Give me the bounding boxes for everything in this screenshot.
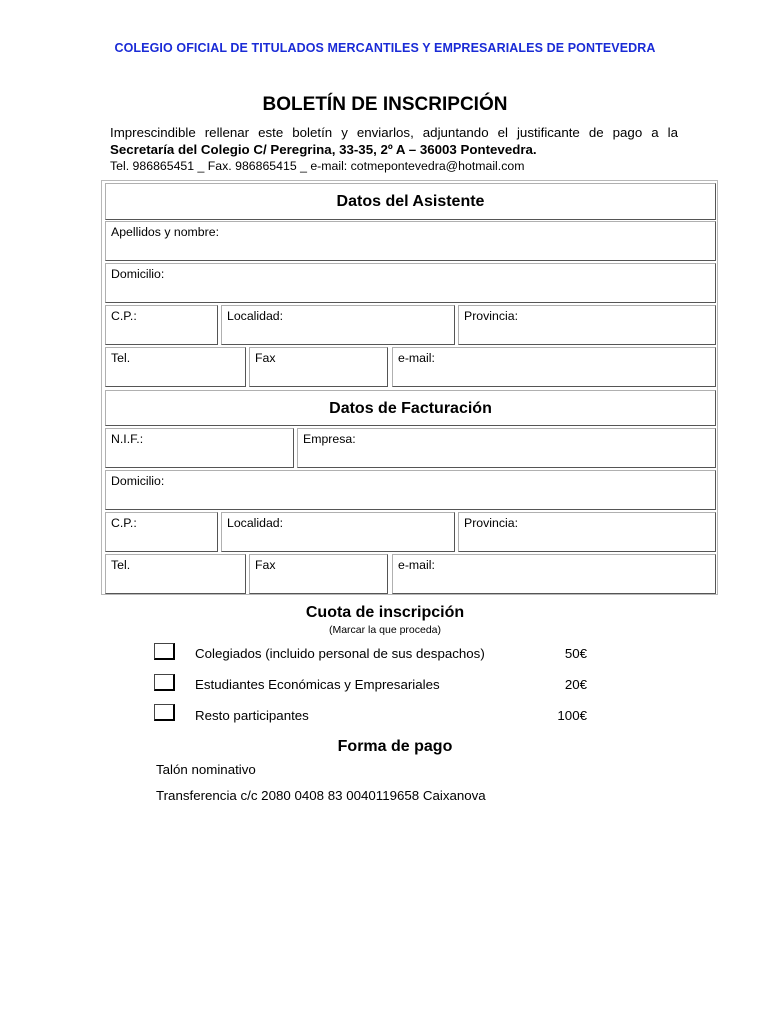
field-billing-email[interactable]: [392, 554, 716, 594]
field-apellidos-nombre[interactable]: [105, 221, 716, 261]
option-price-resto: 100€: [557, 708, 587, 723]
field-billing-domicilio[interactable]: [105, 470, 716, 510]
intro-line-1: Imprescindible rellenar este boletín y enviarlos, adjuntando el justificante de pago a la: [110, 125, 678, 140]
checkbox-resto[interactable]: [154, 704, 175, 721]
field-label: C.P.:: [111, 516, 137, 530]
field-tel[interactable]: [105, 347, 246, 387]
field-label: Apellidos y nombre:: [111, 225, 219, 239]
option-label-resto: Resto participantes: [195, 708, 309, 723]
field-provincia[interactable]: [458, 305, 716, 345]
field-billing-provincia[interactable]: [458, 512, 716, 552]
field-label: Fax: [255, 351, 276, 365]
field-fax[interactable]: [249, 347, 388, 387]
pago-talon: Talón nominativo: [156, 762, 256, 777]
intro-contact: Tel. 986865451 _ Fax. 986865415 _ e-mail: cotmepontevedra@hotmail.com: [110, 159, 525, 173]
field-localidad[interactable]: [221, 305, 455, 345]
field-label: Domicilio:: [111, 474, 165, 488]
field-billing-tel[interactable]: [105, 554, 246, 594]
field-empresa[interactable]: [297, 428, 716, 468]
field-label: Tel.: [111, 558, 131, 572]
section-heading-asistente: Datos del Asistente: [105, 183, 716, 220]
field-label: Provincia:: [464, 309, 518, 323]
field-label: Empresa:: [303, 432, 356, 446]
intro-address: Secretaría del Colegio C/ Peregrina, 33-35, 2º A – 36003 Pontevedra.: [110, 142, 537, 157]
field-label: C.P.:: [111, 309, 137, 323]
field-label: Localidad:: [227, 309, 284, 323]
field-billing-fax[interactable]: [249, 554, 388, 594]
field-billing-localidad[interactable]: [221, 512, 455, 552]
option-price-estudiantes: 20€: [564, 677, 587, 692]
option-label-estudiantes: Estudiantes Económicas y Empresariales: [195, 677, 440, 692]
form-title: BOLETÍN DE INSCRIPCIÓN: [262, 94, 508, 115]
section-heading-facturacion: Datos de Facturación: [105, 390, 716, 426]
field-label: e-mail:: [398, 558, 435, 572]
field-label: Fax: [255, 558, 276, 572]
field-cp[interactable]: [105, 305, 218, 345]
checkbox-colegiados[interactable]: [154, 643, 175, 660]
field-label: Localidad:: [227, 516, 284, 530]
field-billing-cp[interactable]: [105, 512, 218, 552]
option-price-colegiados: 50€: [564, 646, 587, 661]
checkbox-estudiantes[interactable]: [154, 674, 175, 691]
pago-transferencia: Transferencia c/c 2080 0408 83 0040119658 Caixanova: [156, 788, 486, 803]
cuota-subheading: (Marcar la que proceda): [328, 624, 442, 636]
intro-text: [110, 124, 678, 175]
field-nif[interactable]: [105, 428, 294, 468]
field-label: Domicilio:: [111, 267, 165, 281]
option-label-colegiados: Colegiados (incluido personal de sus despachos): [195, 646, 485, 661]
field-domicilio[interactable]: [105, 263, 716, 303]
field-label: N.I.F.:: [111, 432, 144, 446]
pago-heading: Forma de pago: [337, 738, 453, 755]
cuota-heading: Cuota de inscripción: [305, 604, 465, 621]
organization-title: COLEGIO OFICIAL DE TITULADOS MERCANTILES Y EMPRESARIALES DE PONTEVEDRA: [114, 41, 656, 55]
field-label: Tel.: [111, 351, 131, 365]
field-label: e-mail:: [398, 351, 435, 365]
field-label: Provincia:: [464, 516, 518, 530]
field-email[interactable]: [392, 347, 716, 387]
